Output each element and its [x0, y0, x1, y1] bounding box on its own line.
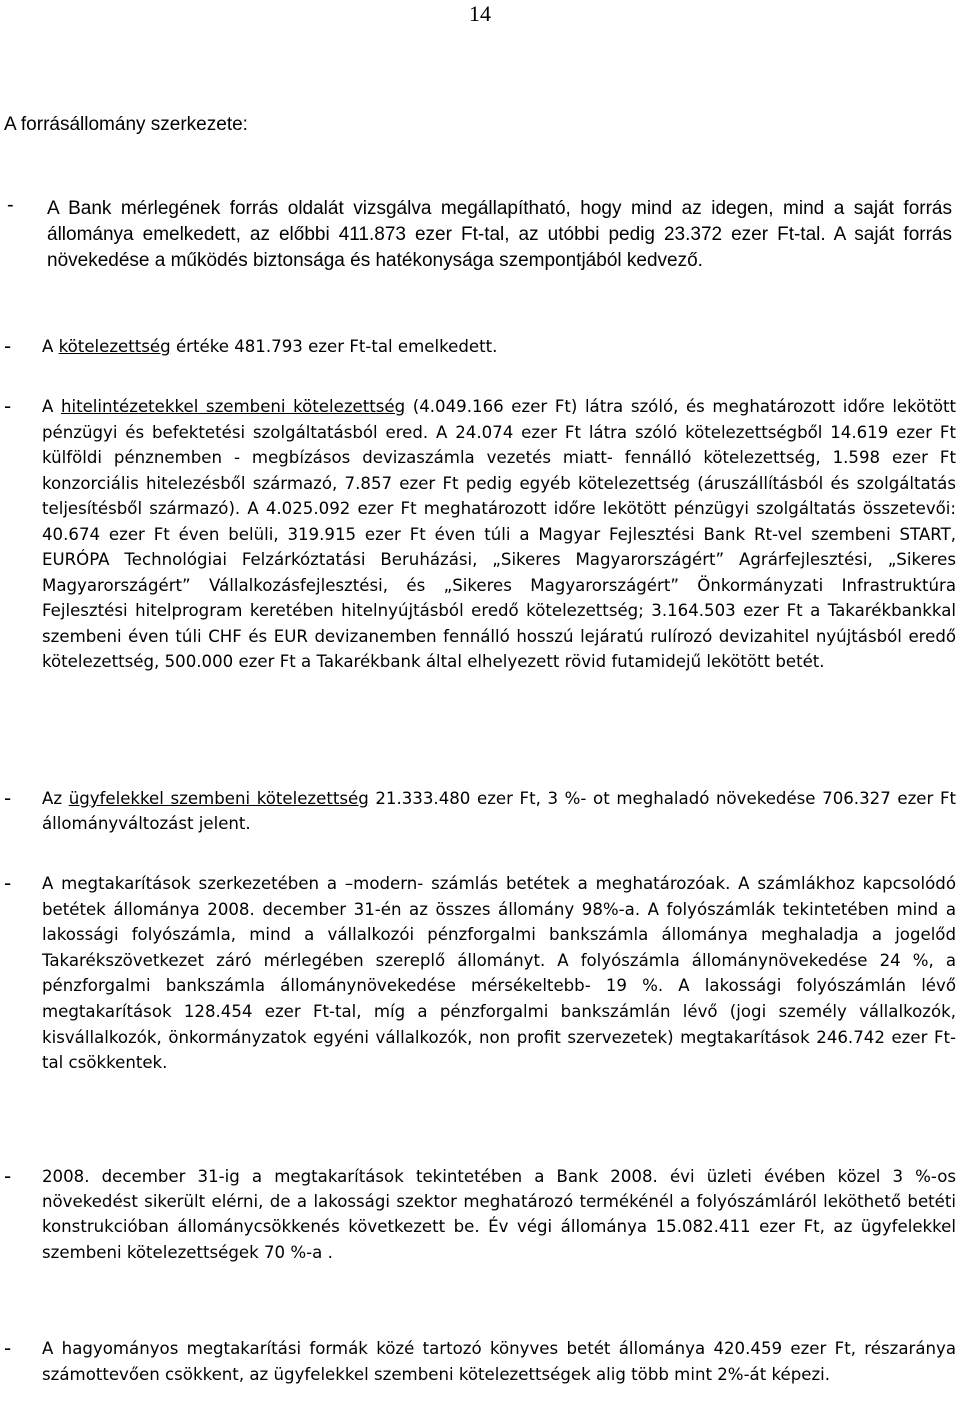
bullet-dash: - — [4, 786, 12, 810]
bullet-dash: - — [4, 871, 12, 895]
section-heading: A forrásállomány szerkezete: — [4, 114, 248, 135]
list-item — [4, 786, 956, 836]
page-number: 14 — [469, 1, 491, 26]
paragraph-text: Az ügyfelekkel szembeni kötelezettség 21.333.480 ezer Ft, 3 %- ot meghaladó növekedése 706.327 ezer Ft állományváltozást jelent. — [42, 789, 956, 833]
bullet-dash: - — [4, 1336, 12, 1360]
bullet-dash: - — [4, 1164, 12, 1188]
paragraph-text: A hagyományos megtakarítási formák közé tartozó könyves betét állománya 420.459 ezer Ft, részaránya számottevően csökkent, az ügyfelekkel szembeni kötelezettségek alig több mint 2%-át képezi. — [42, 1339, 956, 1384]
paragraph-text: A hitelintézetekkel szembeni kötelezettség (4.049.166 ezer Ft) látra szóló, és meghatározott időre lekötött pénzügyi és befektetési szolgáltatásból ered. A 24.074 ezer Ft látra szóló kötelezettségből 14.619 ezer Ft külföldi pénznemben - megbízásos devizaszámla vezetés miatt- fennálló kötelezettség, 1.598 ezer Ft konzorciális hitelezésből származó, 7.857 ezer Ft pedig egyéb kötelezettség (áruszállításból és szolgáltatás teljesítésből származó). A 4.025.092 ezer Ft meghatározott időre lekötött pénzügyi szolgáltatás összetevői: 40.674 ezer Ft éven belüli, 319.915 ezer Ft éven túli a Magyar Fejlesztési Bank Rt-vel szembeni START, EURÓPA Technológiai Felzárkóztatási Beruházási, „Sikeres Magyarországért” Agrárfejlesztési, „Sikeres Magyarországért” Vállalkozásfejlesztési, és „Sikeres Magyarországért” Önkormányzati Infrastruktúra Fejlesztési hitelprogram keretében hitelnyújtásból eredő kötelezettség; 3.164.503 ezer Ft a Takarékbankkal szembeni éven túli CHF és EUR devizanemben fennálló hosszú lejáratú rulírozó devizahitel nyújtásból eredő kötelezettség, 500.000 ezer Ft a Takarékbank által elhelyezett rövid futamidejű lekötött betét. — [42, 397, 956, 671]
list-item — [4, 1164, 956, 1265]
list-item — [4, 334, 956, 359]
paragraph-text: 2008. december 31-ig a megtakarítások tekintetében a Bank 2008. évi üzleti évében közel 3 %-os növekedést sikerült elérni, de a lakossági szektor meghatározó termékénél a folyószámláról leköthető betéti konstrukcióban állománycsökkenés következett be. Év végi állománya 15.082.411 ezer Ft, az ügyfelekkel szembeni kötelezettségek 70 %-a . — [42, 1167, 956, 1262]
paragraph-text: A megtakarítások szerkezetében a –modern- számlás betétek a meghatározóak. A számlákhoz kapcsolódó betétek állománya 2008. december 31-én az összes állomány 98%-a. A folyószámlák tekintetében mind a lakossági folyószámla, mind a vállalkozói pénzforgalmi bankszámla állománya meghaladja a jogelőd Takarékszövetkezet záró mérlegében szereplő állományt. A folyószámla állománynövekedése 24 %, a pénzforgalmi bankszámla állománynövekedése mérsékeltebb- 19 %. A lakossági folyószámlán lévő megtakarítások 128.454 ezer Ft-tal, míg a pénzforgalmi bankszámlán lévő (jogi személy vállalkozók, kisvállalkozók, önkormányzatok egyéni vállalkozók, non profit szervezetek) megtakarítások 246.742 ezer Ft-tal csökkentek. — [42, 874, 956, 1073]
list-item — [7, 196, 952, 274]
bullet-dash: - — [4, 394, 12, 418]
underlined-term: ügyfelekkel szembeni kötelezettség — [68, 789, 369, 808]
paragraph-text: A kötelezettség értéke 481.793 ezer Ft-tal emelkedett. — [42, 337, 498, 356]
bullet-dash: - — [7, 194, 14, 216]
list-item — [4, 1336, 956, 1387]
bullet-dash: - — [4, 334, 12, 358]
list-item — [4, 871, 956, 1076]
list-item — [4, 394, 956, 675]
paragraph-text: A Bank mérlegének forrás oldalát vizsgálva megállapítható, hogy mind az idegen, mind a saját forrás állománya emelkedett, az előbbi 411.873 ezer Ft-tal, az utóbbi pedig 23.372 ezer Ft-tal. A saját forrás növekedése a működés biztonsága és hatékonysága szempontjából kedvező. — [47, 198, 952, 271]
underlined-term: kötelezettség — [58, 337, 171, 356]
underlined-term: hitelintézetekkel szembeni kötelezettség — [60, 397, 406, 416]
